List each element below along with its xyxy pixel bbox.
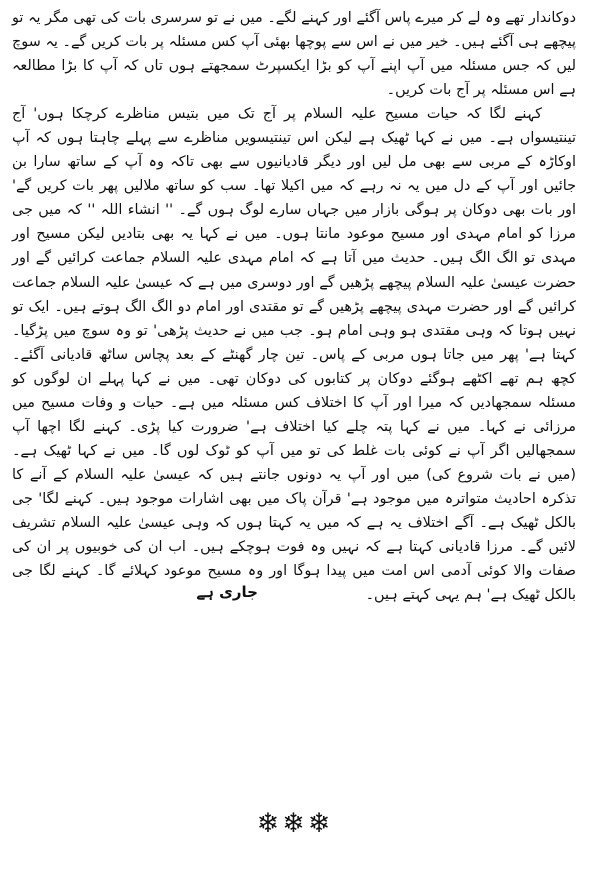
paragraph-2: کہنے لگا کہ حیات مسیح علیہ السلام پر آج تک میں بتیس مناظرے کرچکا ہوں' آج تینتیسواں ہے۔ میں نے کہا ٹھیک ہے لیکن اس تینتیسویں مناظرے سے پہلے چاہتا ہوں کہ آپ اوکاڑہ کے مربی سے بھی مل لیں اور دیگر قادیانیوں سے بھی تاکہ وہ آپ کے ساتھ سارا بن جائیں اور آپ کے دل میں یہ نہ رہے کہ میں اکیلا تھا۔ سب کو ساتھ ملالیں پھر بات کریں گے' اور بات بھی دوکان پر ہوگی بازار میں جہاں سارے لوگ ہوں گے۔ '' انشاء اللہ '' کہ میں جی مرزا کو امام مہدی اور مسیح موعود مانتا ہوں۔ میں نے کہا یہ بھی بتادیں لیکن مسیح اور مہدی تو الگ الگ ہیں۔ حدیث میں آتا ہے کہ امام مہدی علیہ السلام جماعت کرائیں گے اور حضرت عیسیٰ علیہ السلام پیچھے پڑھیں گے اور دوسری میں ہے کہ عیسیٰ علیہ السلام جماعت کرائیں گے اور حضرت مہدی پیچھے پڑھیں گے تو مقتدی اور امام دو الگ الگ ہوتے ہیں۔ ایک تو نہیں ہوتا کہ وہی مقتدی ہو وہی امام ہو۔ جب میں نے حدیث پڑھی' تو وہ سوچ میں پڑگیا۔ کہتا ہے' پھر میں جاتا ہوں مربی کے پاس۔ تین چار گھنٹے کے بعد پچاس ساٹھ قادیانی آگئے۔ کچھ ہم تھے اکٹھے ہوگئے دوکان پر کتابوں کی دوکان تھی۔ میں نے کہا پہلے ان لوگوں کو مسئلہ سمجھادیں کہ میرا اور آپ کا اختلاف کس مسئلہ میں ہے۔ حیات و وفات مسیح میں مرزائی نے کہا۔ میں نے کہا پتہ چلے کیا اختلاف ہے' ضرورت کیا پڑی۔ کہنے لگا اچھا آپ سمجھالیں اگر آپ نے کوئی بات غلط کی تو میں آپ کو ٹوک لوں گا۔ میں نے کہا ٹھیک ہے۔ (میں نے بات شروع کی) میں اور آپ یہ دونوں جانتے ہیں کہ عیسیٰ علیہ السلام کے آنے کا تذکرہ احادیث متواترہ میں موجود ہے' قرآن پاک میں بھی اشارات موجود ہیں۔ کہنے لگا' جی بالکل ٹھیک ہے۔ آگے اختلاف یہ ہے کہ میں یہ کہتا ہوں کہ وہی عیسیٰ علیہ السلام تشریف لائیں گے۔ مرزا قادیانی کہتا ہے کہ نہیں وہ فوت ہوچکے ہیں۔ اب ان کی خوبیوں پر ان کی صفات والا کوئی آدمی اس امت میں پیدا ہوگا اور وہ مسیح موعود کہلائے گا۔ کہنے لگا جی بالکل ٹھیک ہے' ہم یہی کہتے ہیں۔ bbox=[12, 106, 576, 604]
article-body bbox=[12, 6, 576, 607]
continued-label: جاری ہے bbox=[196, 583, 258, 602]
paragraph-1: دوکاندار تھے وہ لے کر میرے پاس آگئے اور کہنے لگے۔ میں نے تو سرسری بات کی تھی مگر یہ تو پیچھے ہی آگئے ہیں۔ خیر میں نے اس سے پوچھا بھئی آپ کس مسئلہ پر بات کریں گے۔ یہ سوچ لیں کہ جس مسئلہ میں آپ اپنے آپ کو بڑا ایکسپرٹ سمجھتے ہوں تاں کہ آپ کا بڑا مطالعہ ہے اس مسئلہ پر آج بات کریں۔ bbox=[12, 10, 576, 99]
snowflake-ornament-icon: ❄❄❄ bbox=[256, 808, 334, 839]
